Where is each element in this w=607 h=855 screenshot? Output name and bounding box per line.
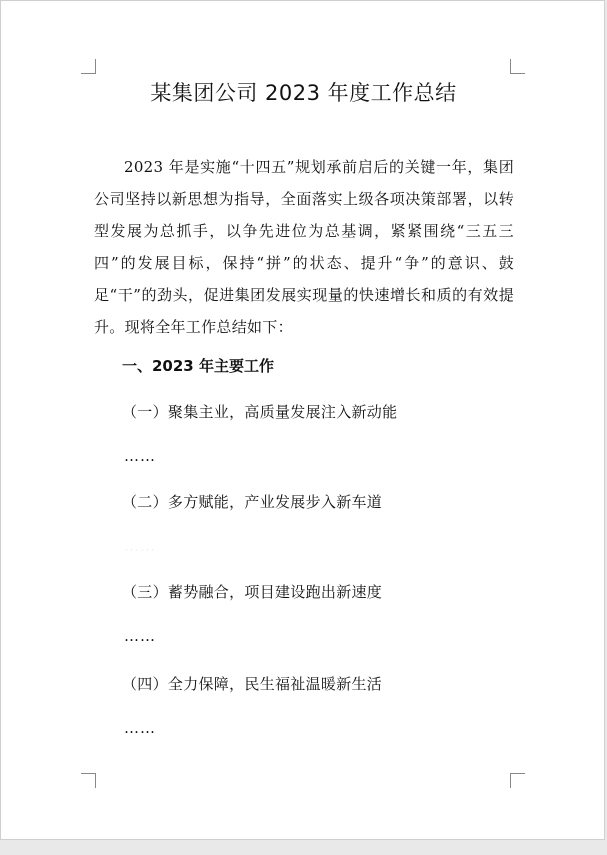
section-heading-main-work: 一、2023 年主要工作	[122, 357, 274, 375]
subsection-content-3: ……	[124, 627, 156, 645]
crop-mark-bottom-left	[81, 773, 96, 788]
subsection-heading-1: （一）聚集主业，高质量发展注入新动能	[122, 403, 398, 421]
subsection-content-2: ……	[124, 537, 156, 555]
intro-paragraph: 2023 年是实施“十四五”规划承前启后的关键一年，集团公司坚持以新思想为指导，全面落实上级各项决策部署，以转型发展为总抓手，以争先进位为总基调，紧紧围绕“三五三四”的发展目标，保持“拼”的状态、提升“争”的意识、鼓足“干”的劲头，促进集团发展实现量的快速增长和质的有效提升。现将全年工作总结如下：	[94, 158, 514, 336]
crop-mark-bottom-right	[510, 773, 525, 788]
subsection-content-1: ……	[124, 447, 156, 465]
subsection-heading-2: （二）多方赋能，产业发展步入新车道	[122, 493, 383, 511]
crop-mark-top-left	[81, 59, 96, 74]
subsection-heading-4: （四）全力保障，民生福祉温暖新生活	[122, 675, 383, 693]
document-title: 某集团公司 2023 年度工作总结	[150, 81, 457, 105]
subsection-content-4: ……	[124, 719, 156, 737]
subsection-heading-3: （三）蓄势融合，项目建设跑出新速度	[122, 583, 383, 601]
crop-mark-top-right	[510, 59, 525, 74]
